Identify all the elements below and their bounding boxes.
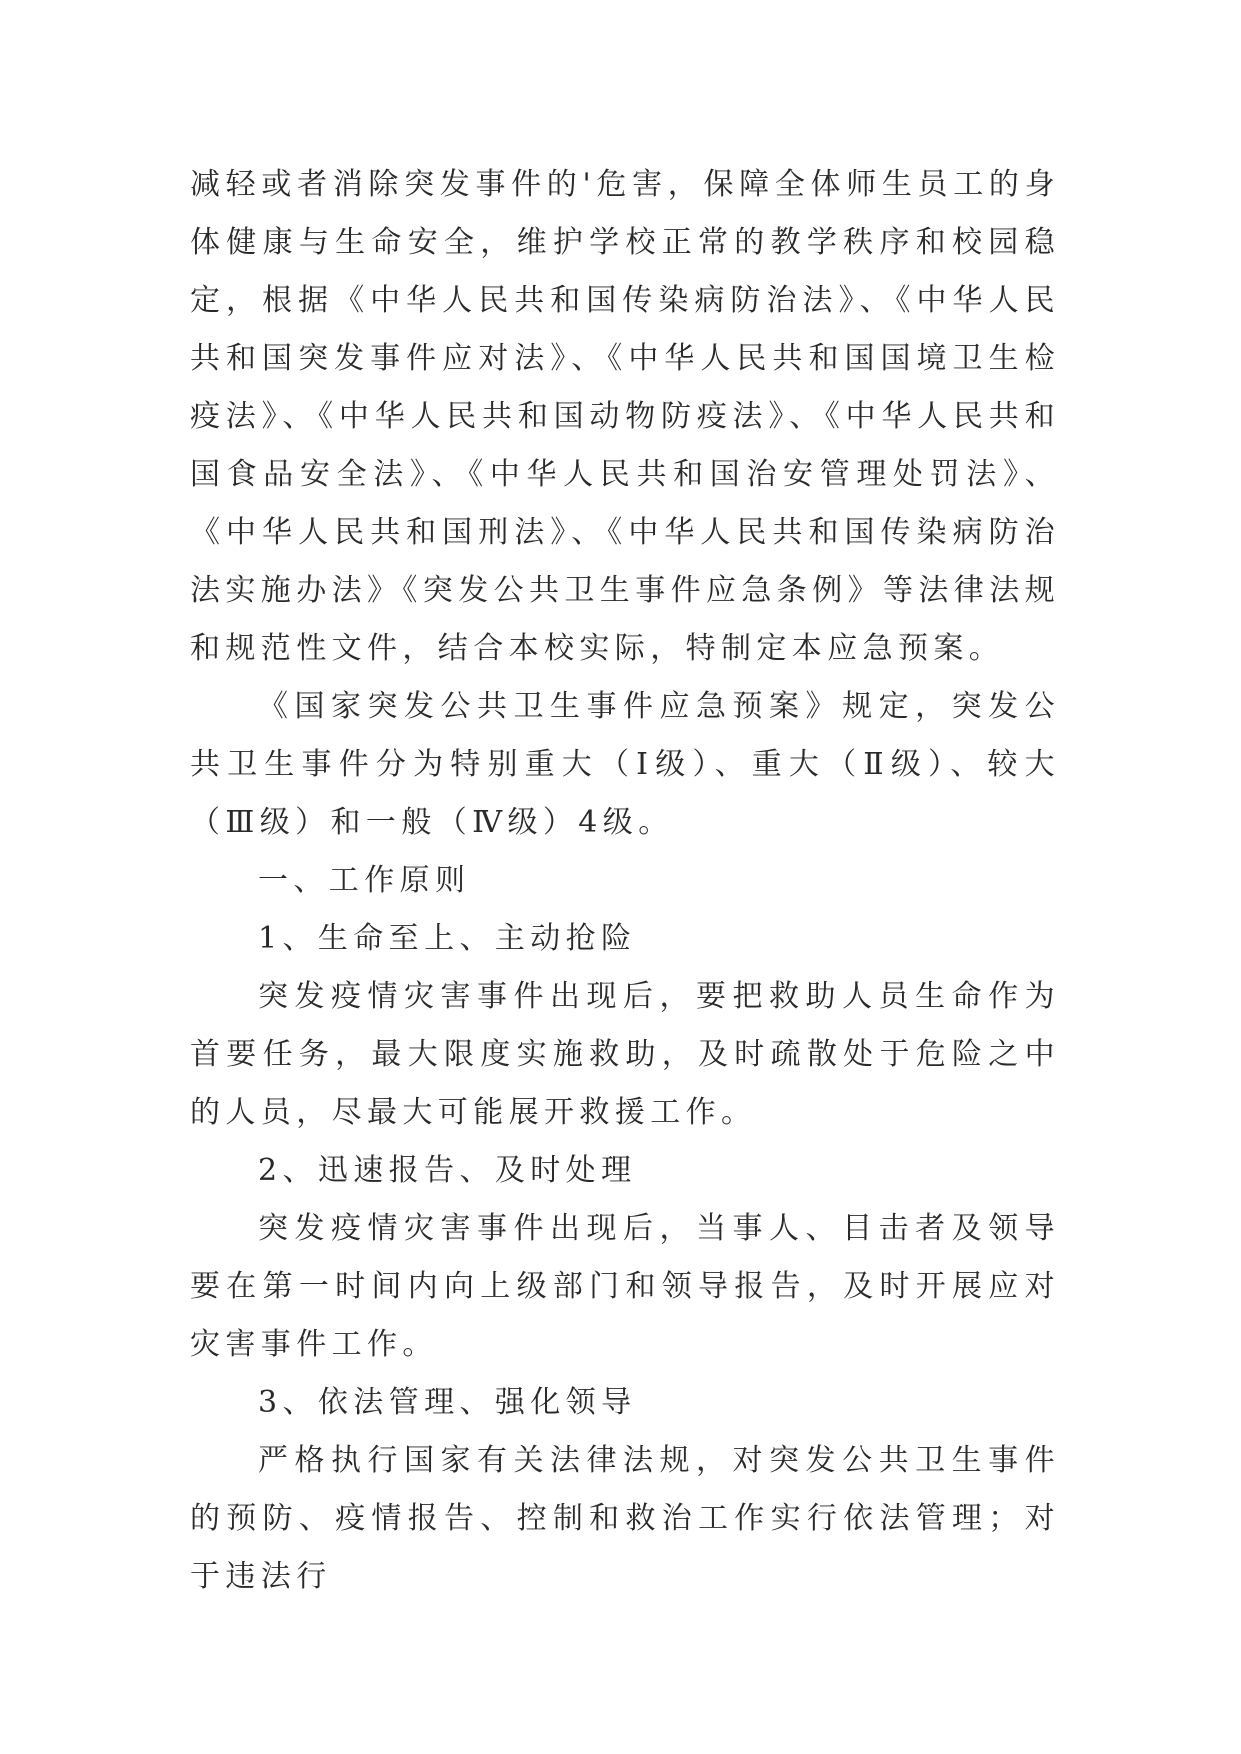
principle-heading-1: 1、生命至上、主动抢险: [258, 921, 637, 956]
principle-body-1: 突发疫情灾害事件出现后，要把救助人员生命作为首要任务，最大限度实施救助，及时疏散处于危险之中的人员，尽最大可能展开救援工作。: [190, 979, 1060, 1130]
principle-heading-3: 3、依法管理、强化领导: [258, 1385, 637, 1420]
paragraph-event-levels: 《国家突发公共卫生事件应急预案》规定，突发公共卫生事件分为特别重大（Ⅰ级）、重大（Ⅱ级）、较大（Ⅲ级）和一般（Ⅳ级）4级。: [190, 689, 1060, 840]
paragraph-legal-basis: 减轻或者消除突发事件的'危害，保障全体师生员工的身体健康与生命安全，维护学校正常的教学秩序和校园稳定，根据《中华人民共和国传染病防治法》、《中华人民共和国突发事件应对法》、《中华人民共和国国境卫生检疫法》、《中华人民共和国动物防疫法》、《中华人民共和国食品安全法》、《中华人民共和国治安管理处罚法》、《中华人民共和国刑法》、《中华人民共和国传染病防治法实施办法》《突发公共卫生事件应急条例》等法律法规和规范性文件，结合本校实际，特制定本应急预案。: [190, 167, 1060, 666]
principle-heading-2: 2、迅速报告、及时处理: [258, 1153, 637, 1188]
principle-body-2: 突发疫情灾害事件出现后，当事人、目击者及领导要在第一时间内向上级部门和领导报告，及时开展应对灾害事件工作。: [190, 1211, 1060, 1362]
document-body: [190, 156, 1060, 1606]
principle-body-3: 严格执行国家有关法律法规，对突发公共卫生事件的预防、疫情报告、控制和救治工作实行依法管理；对于违法行: [190, 1443, 1060, 1594]
section-heading-principles: 一、工作原则: [258, 863, 471, 898]
